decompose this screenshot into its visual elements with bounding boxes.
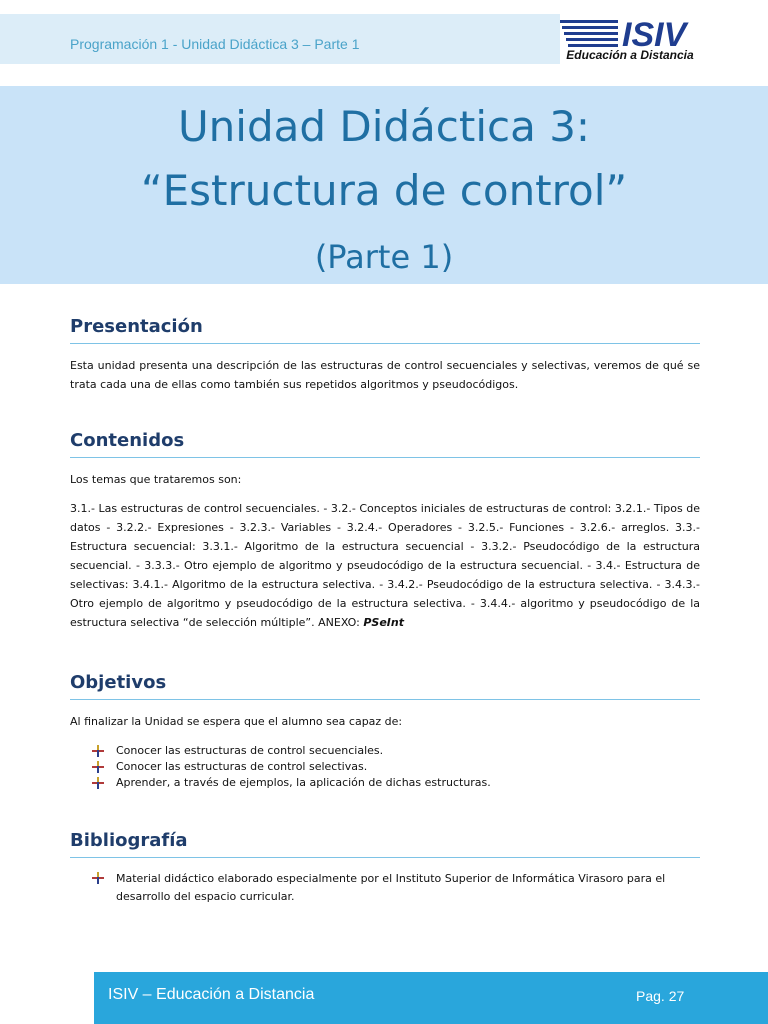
contenidos-heading: Contenidos <box>70 430 700 458</box>
header-course-title: Programación 1 - Unidad Didáctica 3 – Parte 1 <box>70 36 360 52</box>
section-presentacion <box>70 316 700 394</box>
bullet-plus-icon <box>92 761 104 773</box>
page-number: Pag. 27 <box>636 988 685 1004</box>
bullet-plus-icon <box>92 872 104 884</box>
bibliografia-heading: Bibliografía <box>70 830 700 858</box>
title-line-1: Unidad Didáctica 3: <box>177 102 591 151</box>
presentacion-text: Esta unidad presenta una descripción de las estructuras de control secuenciales y selectivas, veremos de qué se trata cada una de ellas como también sus repetidos algoritmos y pseudocódigos. <box>70 359 700 391</box>
isiv-logo <box>560 16 700 66</box>
bullet-plus-icon <box>92 745 104 757</box>
list-item: Aprender, a través de ejemplos, la aplicación de dichas estructuras. <box>70 775 700 791</box>
objetivos-list <box>70 743 700 791</box>
objetivos-intro: Al finalizar la Unidad se espera que el alumno sea capaz de: <box>70 715 403 728</box>
contenidos-text <box>70 499 700 632</box>
logo-subtitle: Educación a Distancia <box>566 48 694 62</box>
bullet-plus-icon <box>92 777 104 789</box>
title-line-2: “Estructura de control” <box>140 166 628 215</box>
presentacion-heading: Presentación <box>70 316 700 344</box>
title-line-3: (Parte 1) <box>314 238 454 276</box>
contenidos-anexo: PSeInt <box>363 616 404 629</box>
bibliografia-list <box>70 870 700 906</box>
section-bibliografia <box>70 830 700 906</box>
list-item: Conocer las estructuras de control selectivas. <box>70 759 700 775</box>
section-objetivos <box>70 672 700 791</box>
section-contenidos <box>70 430 700 632</box>
objetivos-heading: Objetivos <box>70 672 700 700</box>
logo-text: ISIV <box>622 16 687 48</box>
footer-isiv: ISIV <box>108 986 139 1003</box>
isiv-logo-mark-icon <box>560 16 700 48</box>
list-item: Conocer las estructuras de control secuenciales. <box>70 743 700 759</box>
list-item: Material didáctico elaborado especialmente por el Instituto Superior de Informática Virasoro para el desarrollo del espacio curricular. <box>70 870 700 906</box>
contenidos-intro: Los temas que trataremos son: <box>70 473 242 486</box>
footer-title <box>108 986 314 1004</box>
contenidos-topics: 3.1.- Las estructuras de control secuenciales. - 3.2.- Conceptos iniciales de estructuras de control: 3.2.1.- Tipos de datos - 3.2.2.- Expresiones - 3.2.3.- Variables - 3.2.4.- Operadores - 3.2.5.- Funciones - 3.2.6.- arreglos. 3.3.- Estructura secuencial: 3.3.1.- Algoritmo de la estructura secuencial - 3.3.2.- Pseudocódigo de la estructura secuencial. - 3.3.3.- Otro ejemplo de algoritmo y pseudocódigo de la estructura secuencial. - 3.4.- Estructura de selectivas: 3.4.1.- Algoritmo de la estructura selectiva. - 3.4.2.- Pseudocódigo de la estructura selectiva. - 3.4.3.- Otro ejemplo de algoritmo y pseudocódigo de la estructura selectiva. - 3.4.4.- algoritmo y pseudocódigo de la estructura selectiva “de selección múltiple”. ANEXO: <box>70 502 700 629</box>
footer-rest: – Educación a Distancia <box>138 986 315 1003</box>
